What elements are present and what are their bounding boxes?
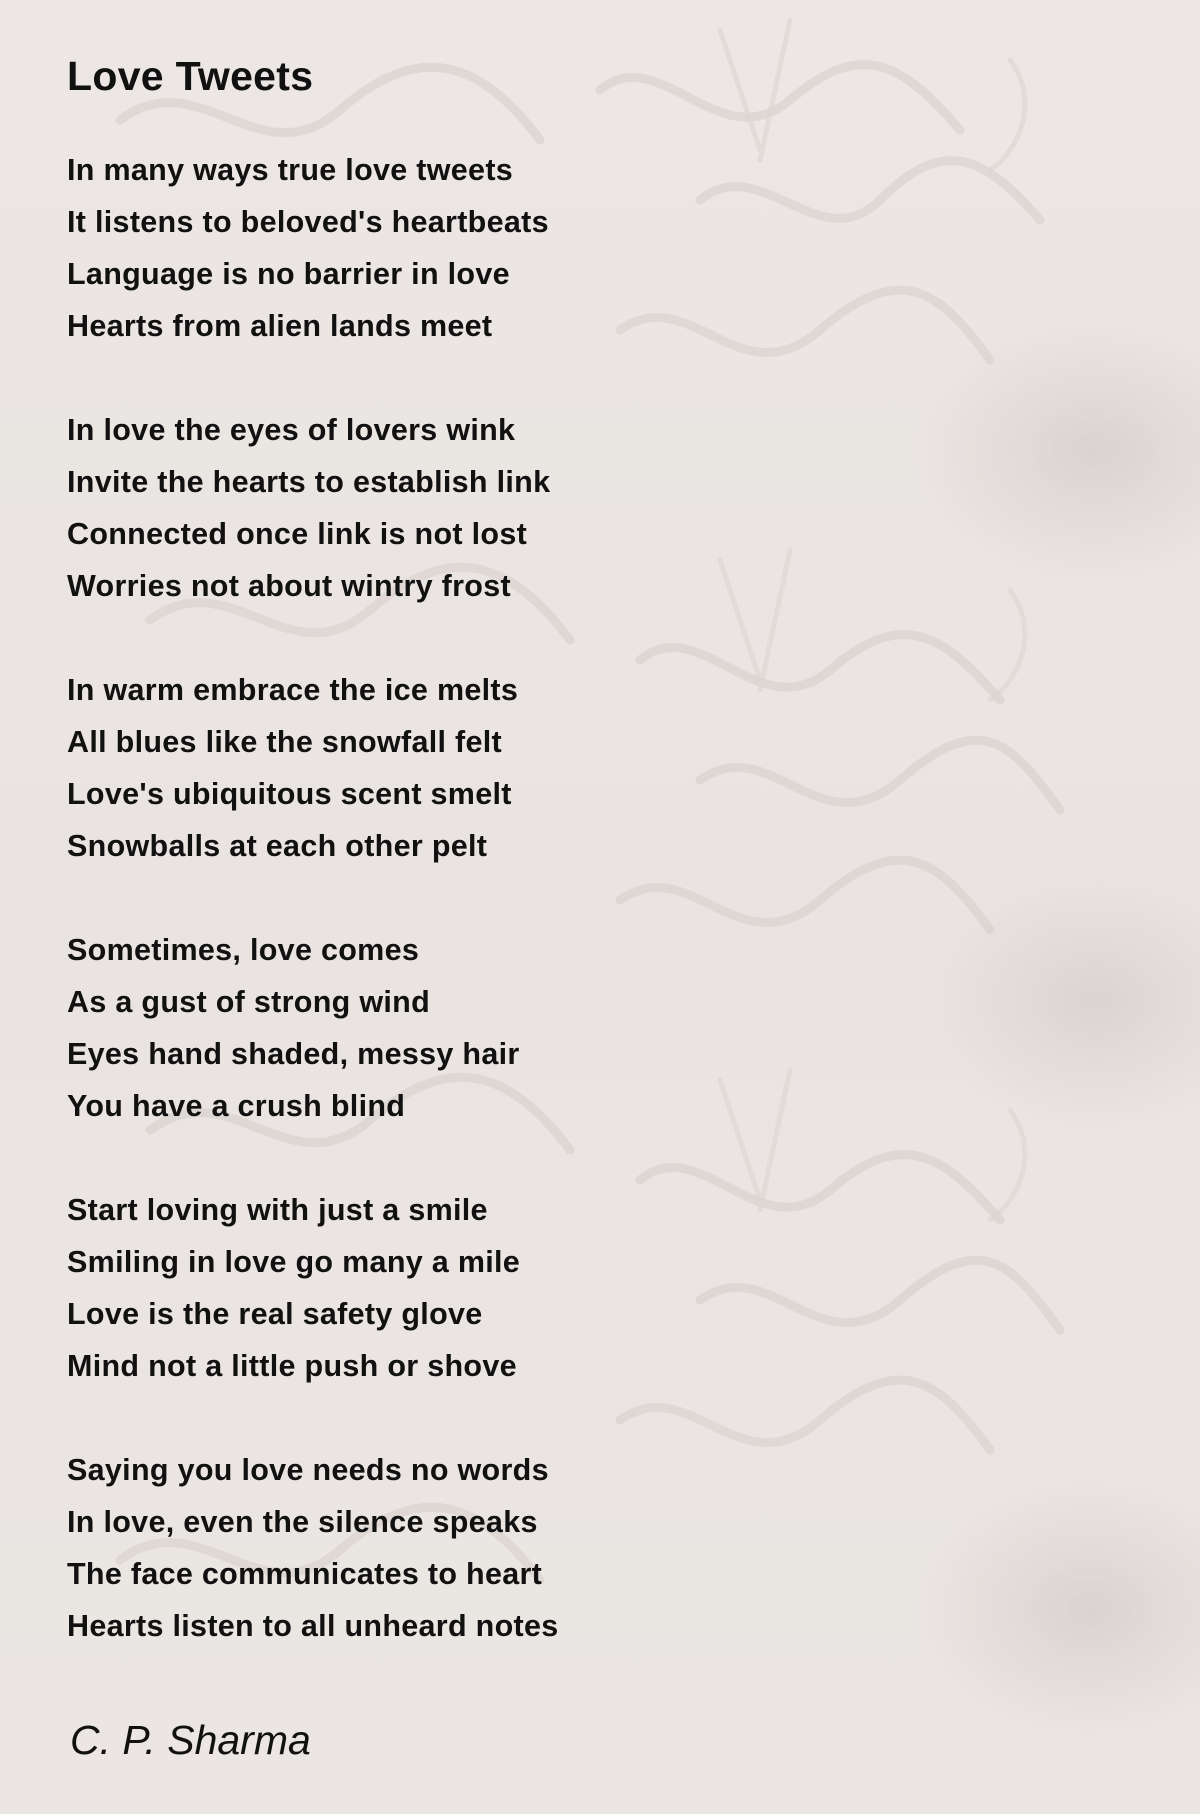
poem-line: Smiling in love go many a mile [67,1245,521,1279]
poem-line: Love's ubiquitous scent smelt [67,777,512,811]
poem-line: All blues like the snowfall felt [67,725,502,759]
poem-body [67,144,967,1652]
poem-title: Love Tweets [67,53,314,99]
poem-line: Hearts from alien lands meet [67,309,493,343]
poem-content [67,48,967,1704]
poem-line: Sometimes, love comes [67,933,420,967]
poem-line: In love, even the silence speaks [67,1505,538,1539]
stanza-1 [67,144,967,352]
poem-line: It listens to beloved's heartbeats [67,205,549,239]
poem-line: In many ways true love tweets [67,153,514,187]
poem-line: Connected once link is not lost [67,517,528,551]
poem-line: Worries not about wintry frost [67,569,511,603]
poem-line: Snowballs at each other pelt [67,829,488,863]
poem-line: Invite the hearts to establish link [67,465,551,499]
poem-line: The face communicates to heart [67,1557,543,1591]
poem-line: Hearts listen to all unheard notes [67,1609,559,1643]
poem-line: In love the eyes of lovers wink [67,413,516,447]
stanza-3 [67,664,967,872]
poem-line: You have a crush blind [67,1089,406,1123]
poem-line: Language is no barrier in love [67,257,510,291]
poem-line: Start loving with just a smile [67,1193,488,1227]
poem-line: As a gust of strong wind [67,985,431,1019]
poem-line: In warm embrace the ice melts [67,673,519,707]
poem-line: Mind not a little push or shove [67,1349,517,1383]
stanza-4 [67,924,967,1132]
poem-author: C. P. Sharma [70,1717,311,1763]
stanza-2 [67,404,967,612]
poem-line: Saying you love needs no words [67,1453,549,1487]
poem-line: Love is the real safety glove [67,1297,483,1331]
stanza-6 [67,1444,967,1652]
stanza-5 [67,1184,967,1392]
poem-line: Eyes hand shaded, messy hair [67,1037,520,1071]
